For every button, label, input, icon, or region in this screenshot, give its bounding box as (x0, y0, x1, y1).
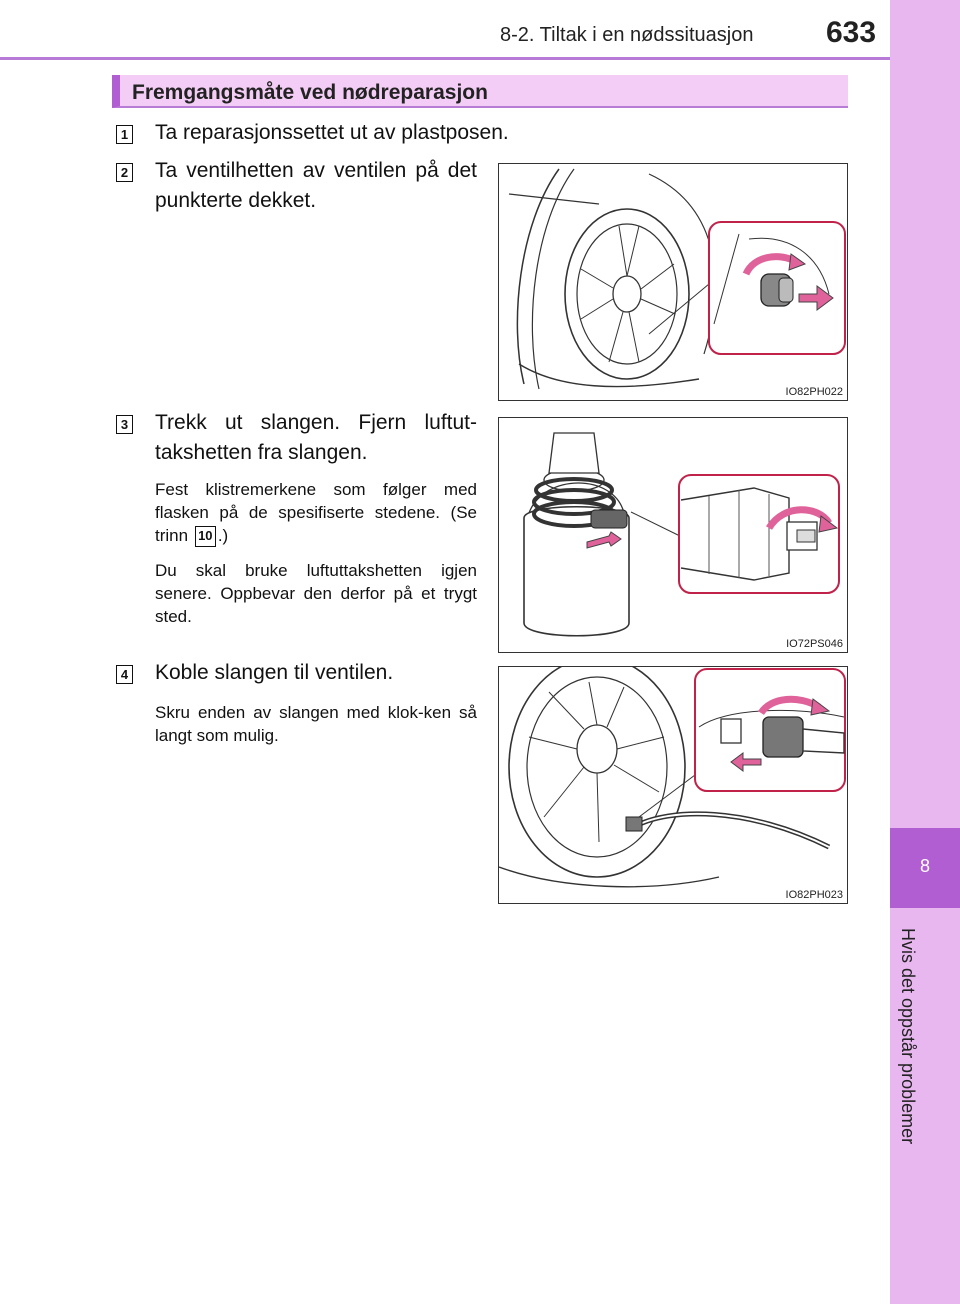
figure-hose-cap (498, 417, 848, 653)
step-2-text: Ta ventilhetten av ventilen på det punkterte dekket. (155, 159, 477, 212)
step-number-1: 1 (116, 125, 133, 144)
hose-bottle-illustration (499, 418, 848, 653)
banner-title: Fremgangsmåte ved nødreparasjon (132, 81, 488, 104)
step-3-note-1-text: Fest klistremerkene som følger med flasken på de spesifiserte stedene. (Se trinn (155, 480, 477, 545)
step-reference-box: 10 (195, 526, 216, 547)
figure-hose-valve (498, 666, 848, 904)
figure-code: IO82PH022 (785, 386, 843, 398)
step-3-note-2: Du skal bruke luftuttakshetten igjen senere. Oppbevar den derfor på et trygt sted. (155, 561, 477, 626)
step-4-text: Koble slangen til ventilen. (155, 661, 394, 684)
step-number-2: 2 (116, 163, 133, 182)
hose-valve-illustration (499, 667, 848, 904)
step-3-note-1 (155, 478, 477, 547)
wheel-valve-illustration (499, 164, 848, 401)
step-1-text: Ta reparasjonssettet ut av plastposen. (155, 121, 509, 144)
figure-valve-cap (498, 163, 848, 401)
section-title: 8-2. Tiltak i en nødssituasjon (500, 24, 754, 46)
step-3-note-1-end: .) (217, 526, 229, 545)
header-rule (0, 57, 890, 60)
page-number: 633 (826, 16, 877, 49)
step-4-note: Skru enden av slangen med klok-ken så langt som mulig. (155, 703, 477, 745)
figure-code: IO72PS046 (786, 638, 843, 650)
chapter-title: Hvis det oppstår problemer (898, 928, 918, 1145)
step-3-text: Trekk ut slangen. Fjern luftut-takshetten fra slangen. (155, 411, 477, 464)
step-number-3: 3 (116, 415, 133, 434)
step-number-4: 4 (116, 665, 133, 684)
figure-code: IO82PH023 (785, 889, 843, 901)
procedure-banner (112, 75, 848, 108)
chapter-number: 8 (919, 856, 930, 876)
